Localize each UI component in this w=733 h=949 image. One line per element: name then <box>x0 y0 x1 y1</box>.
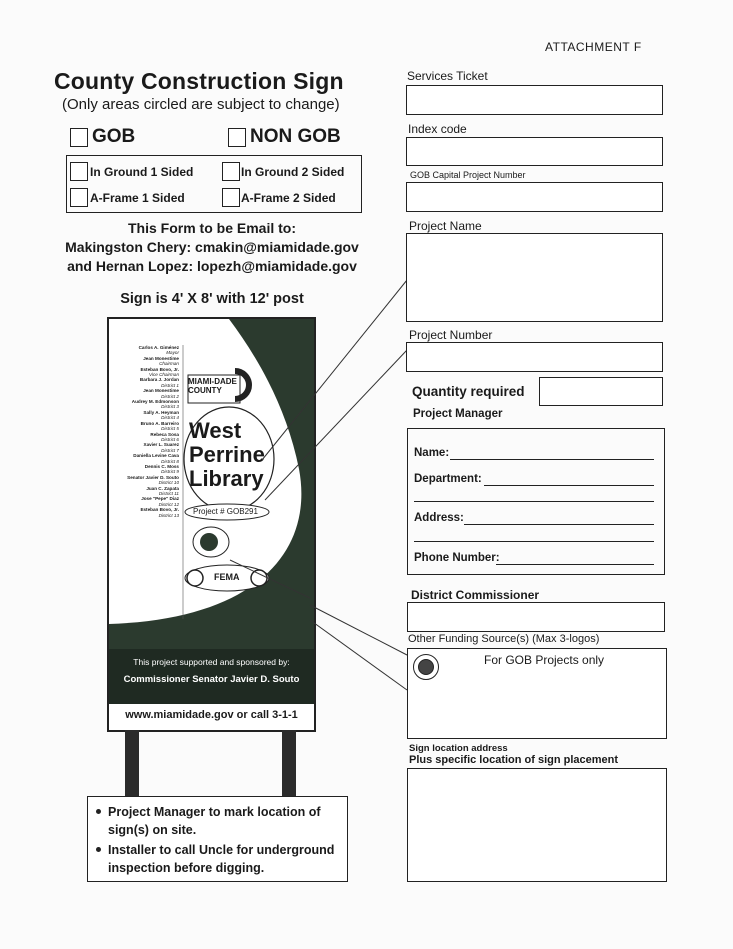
roster-name: Sally A. Heyman <box>143 409 179 415</box>
roster-name: Daniella Levine Cava <box>133 453 179 459</box>
project-name-label: Project Name <box>409 219 482 233</box>
page-subtitle: (Only areas circled are subject to change) <box>62 96 340 113</box>
roster-title: District 7 <box>161 447 179 453</box>
roster-name: Bruno A. Barreiro <box>140 420 179 426</box>
roster-name: Jean Monestime <box>143 388 179 394</box>
roster-name: Xavier L. Suarez <box>143 442 179 448</box>
project-number-input[interactable] <box>406 342 663 372</box>
pm-phone-field[interactable] <box>496 564 654 565</box>
sign-location-input[interactable] <box>407 768 667 882</box>
a-frame-2-label: A-Frame 2 Sided <box>241 191 336 205</box>
roster-name: Audrey M. Edmonson <box>131 399 179 405</box>
gob-seal-inner-icon <box>418 659 434 675</box>
pm-department-label: Department: <box>414 473 482 485</box>
roster-title: District 13 <box>158 512 179 518</box>
roster-title: District 11 <box>158 490 179 496</box>
roster-title: District 8 <box>161 458 179 464</box>
roster-title: District 12 <box>158 501 179 507</box>
other-funding-label: Other Funding Source(s) (Max 3-logos) <box>408 633 600 645</box>
roster-name: Barbara J. Jordan <box>139 377 179 383</box>
pm-name-field[interactable] <box>450 459 654 460</box>
roster-title: District 9 <box>161 469 179 475</box>
sponsor-line-1: This project supported and sponsored by: <box>133 657 290 667</box>
roster-title: District 6 <box>161 436 179 442</box>
brand-line-2: COUNTY <box>188 386 222 395</box>
roster-name: Jean Monestime <box>143 355 179 361</box>
callout-line <box>265 350 407 500</box>
project-number-text: Project # GOB291 <box>193 507 258 516</box>
pm-department-field[interactable] <box>484 485 654 486</box>
roster-name: Carlos A. Giménez <box>138 345 179 350</box>
roster-title: District 1 <box>161 382 179 388</box>
services-ticket-label: Services Ticket <box>407 69 488 83</box>
page-title: County Construction Sign <box>54 68 344 94</box>
roster-name: Esteban Bovo, Jr. <box>140 507 179 513</box>
in-ground-1-label: In Ground 1 Sided <box>90 165 194 179</box>
roster-title: Vice Chairman <box>148 372 179 378</box>
email-contact-1[interactable]: Makingston Chery: cmakin@miamidade.gov <box>65 239 359 255</box>
project-manager-label: Project Manager <box>413 408 503 420</box>
district-commissioner-input[interactable] <box>407 602 665 632</box>
email-heading: This Form to be Email to: <box>127 220 296 236</box>
pm-address-field[interactable] <box>464 524 654 525</box>
pm-address-label: Address: <box>414 512 464 524</box>
sign-website: www.miamidade.gov or call 3-1-1 <box>125 709 298 721</box>
pm-name-label: Name: <box>414 447 450 459</box>
roster-title: District 3 <box>161 404 179 410</box>
callout-line <box>262 280 407 460</box>
project-title-line-2: Perrine <box>189 442 265 467</box>
roster-name: Juan C. Zapata <box>146 485 179 491</box>
services-ticket-input[interactable] <box>406 85 663 115</box>
email-contact-2[interactable]: and Hernan Lopez: lopezh@miamidade.gov <box>67 258 357 274</box>
pm-phone-label: Phone Number: <box>414 552 500 564</box>
project-manager-box <box>407 428 665 575</box>
attachment-label: ATTACHMENT F <box>545 40 642 54</box>
project-number-label: Project Number <box>409 328 493 342</box>
gob-only-note: For GOB Projects only <box>484 653 605 667</box>
sponsor-line-2: Commissioner Senator Javier D. Souto <box>123 674 300 685</box>
other-funding-box[interactable] <box>407 648 667 739</box>
sign-location-label: Sign location address <box>409 743 508 754</box>
roster-title: District 2 <box>161 393 179 399</box>
pm-department-field-2[interactable] <box>414 501 654 502</box>
note-text: Project Manager to mark location of sign(s) on site. <box>108 805 321 837</box>
note-text: Installer to call Uncle for underground inspection before digging. <box>108 843 335 875</box>
project-title-line-3: Library <box>189 466 264 491</box>
in-ground-2-label: In Ground 2 Sided <box>241 165 345 179</box>
quantity-label: Quantity required <box>412 384 525 399</box>
roster-name: Rebeca Sosa <box>150 431 179 437</box>
sign-size-note: Sign is 4' X 8' with 12' post <box>120 291 304 307</box>
callout-line <box>230 560 310 598</box>
roster-name: Senator Javier D. Souto <box>127 474 179 480</box>
gob-capital-label: GOB Capital Project Number <box>410 170 526 180</box>
roster-title: Mayor <box>166 350 179 356</box>
gob-label: GOB <box>92 126 136 147</box>
roster-name: Esteban Bovo, Jr. <box>140 366 179 372</box>
roster-name: Jose "Pepe" Diaz <box>141 496 179 502</box>
district-commissioner-label: District Commissioner <box>411 588 540 602</box>
index-code-label: Index code <box>408 122 467 136</box>
roster-title: District 4 <box>161 415 179 421</box>
quantity-input[interactable] <box>539 377 663 406</box>
a-frame-1-label: A-Frame 1 Sided <box>90 191 185 205</box>
non-gob-label: NON GOB <box>250 126 341 147</box>
index-code-input[interactable] <box>406 137 663 166</box>
project-name-input[interactable] <box>406 233 663 322</box>
fema-text: FEMA <box>214 572 240 582</box>
roster-name: Dennis C. Moss <box>144 463 179 469</box>
sign-location-sublabel: Plus specific location of sign placement <box>409 754 619 766</box>
project-title-line-1: West <box>189 418 242 443</box>
pm-address-field-2[interactable] <box>414 541 654 542</box>
brand-line-1: MIAMI-DADE <box>188 377 237 386</box>
roster-title: Chairman <box>159 361 179 367</box>
gob-capital-input[interactable] <box>406 182 663 212</box>
roster-title: District 5 <box>161 426 179 432</box>
roster-title: District 10 <box>158 480 179 486</box>
